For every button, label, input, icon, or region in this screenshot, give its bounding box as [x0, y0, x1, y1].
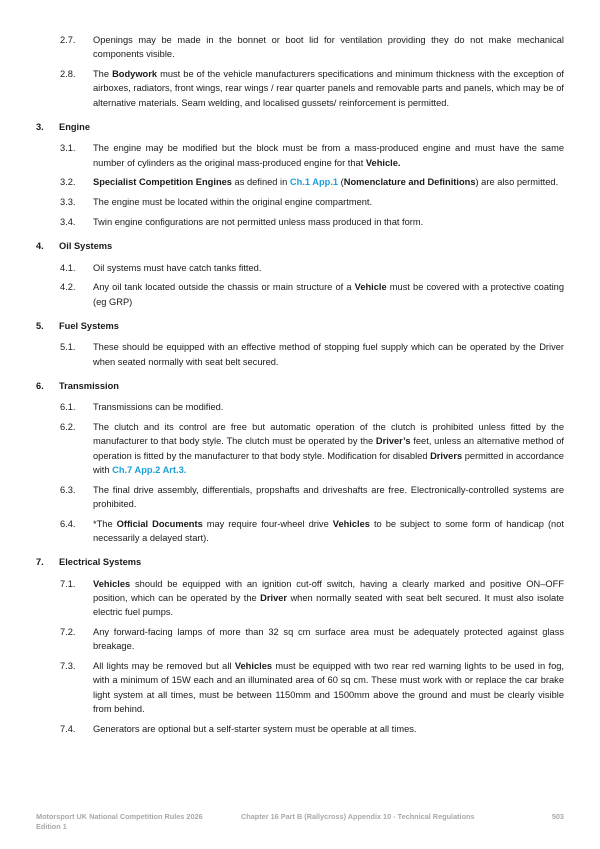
regulations-body — [36, 33, 564, 742]
clause-number: 6.2. — [60, 421, 76, 432]
clause — [36, 33, 564, 62]
section-number: 3. — [36, 121, 44, 132]
clause-text — [93, 340, 564, 369]
footer-chapter: Chapter 16 Part B (Rallycross) Appendix 10 - Technical Regulations — [241, 812, 475, 821]
text-run: when normally seated with seat belt secured. It must also isolate electric fuel pumps. — [93, 592, 564, 618]
text-run: should be equipped with an ignition cut-off switch, having a clearly marked and positive ON–OFF position, which can be operated by the — [93, 578, 564, 603]
clause-number: 5.1. — [60, 342, 76, 353]
text-run: The final drive assembly, differentials, propshafts and driveshafts are free. Electronically-controlled systems are prohibited. — [93, 484, 564, 509]
clause-text — [93, 261, 564, 275]
text-run: Generators are optional but a self-starter system must be operable at all times. — [93, 723, 417, 734]
text-run: Any forward-facing lamps of more than 32 sq cm surface area must be adequately protected against glass breakage. — [93, 627, 564, 652]
clause-text — [93, 483, 564, 512]
cross-reference-link[interactable]: Ch.1 App.1 — [289, 177, 339, 188]
defined-term: Driver’s — [375, 436, 411, 447]
text-run: The engine must be located within the original engine compartment. — [93, 197, 373, 208]
text-run: The engine may be modified but the block must be from a mass-produced engine and must have the same number of cylinders as the original mass-produced engine for that — [93, 143, 564, 168]
clause — [36, 67, 564, 110]
clause-text — [93, 67, 564, 110]
text-run: must be equipped with two rear red warning lights to be used in fog, with a minimum of 15W each and an illuminated area of 60 sq cm. These must work with or replace the car brake light system at all times, must be between 1150mm and 1500mm above the ground and must be clearly visible from behind. — [93, 661, 564, 714]
defined-term: Specialist Competition Engines — [93, 177, 232, 188]
text-run: feet, unless an alternative method of operation is fitted by the manufacturer to that body style. Modification for disabled — [93, 436, 564, 461]
clause — [36, 577, 564, 620]
clause-number: 4.1. — [60, 262, 76, 273]
clause-text — [93, 175, 564, 189]
clause-number: 3.4. — [60, 216, 76, 227]
text-run: Twin engine configurations are not permitted unless mass produced in that form. — [93, 216, 424, 227]
clause — [36, 175, 564, 189]
section-number: 5. — [36, 320, 44, 331]
section-title: Transmission — [59, 380, 119, 391]
clause-text — [93, 420, 564, 477]
clause-text — [93, 659, 564, 716]
clause — [36, 340, 564, 369]
clause-number: 7.3. — [60, 661, 76, 672]
defined-term: Nomenclature and Definitions — [343, 177, 476, 188]
clause-text — [93, 33, 564, 62]
section-number: 7. — [36, 557, 44, 568]
clause-text — [93, 400, 564, 414]
defined-term: Vehicle — [354, 282, 387, 293]
clause-text — [93, 722, 564, 736]
text-run: The clutch and its control are free but automatic operation of the clutch is prohibited unless fitted by the manufacturer to that body style. The clutch must be operated by the — [93, 421, 564, 447]
section-heading — [36, 120, 564, 134]
defined-term: Vehicles — [332, 518, 370, 529]
defined-term: Bodywork — [112, 69, 158, 80]
text-run: Openings may be made in the bonnet or boot lid for ventilation providing they do not make mechanical components visible. — [93, 35, 564, 60]
clause-number: 3.2. — [60, 177, 76, 188]
footer-edition: Edition 1 — [36, 822, 67, 831]
clause-number: 2.8. — [60, 69, 76, 80]
defined-term: Vehicle. — [365, 157, 401, 168]
clause-number: 7.4. — [60, 723, 76, 734]
footer-publication — [36, 812, 236, 832]
clause-number: 3.1. — [60, 143, 76, 154]
text-run: permitted in accordance with — [93, 450, 564, 475]
section-heading — [36, 555, 564, 569]
section-number: 4. — [36, 241, 44, 252]
text-run: Transmissions can be modified. — [93, 402, 224, 413]
text-run: Oil systems must have catch tanks fitted. — [93, 262, 262, 273]
clause-number: 6.4. — [60, 518, 76, 529]
clause — [36, 659, 564, 716]
section-title: Oil Systems — [59, 241, 113, 252]
text-run: ) are also permitted. — [475, 177, 559, 188]
text-run: The — [93, 69, 113, 80]
clause-text — [93, 141, 564, 170]
clause — [36, 215, 564, 229]
text-run: These should be equipped with an effective method of stopping fuel supply which can be operated by the Driver when seated normally with seat belt secured. — [93, 342, 564, 367]
text-run: to be subject to some form of handicap (not necessarily a delayed start). — [93, 518, 564, 544]
clause-number: 2.7. — [60, 35, 76, 45]
clause-number: 6.1. — [60, 402, 76, 413]
text-run: must be of the vehicle manufacturers specifications and minimum thickness with the exception of airboxes, radiators, front wings, rear wings / rear quarter panels and removable parts and panels, which may be of alternative materials. Seam welding, and localised gussets/ reinforcement is permitted. — [93, 69, 564, 108]
clause-number: 3.3. — [60, 197, 76, 208]
section-number: 6. — [36, 380, 44, 391]
section-heading — [36, 379, 564, 393]
clause — [36, 261, 564, 275]
clause-number: 4.2. — [60, 282, 76, 293]
text-run: ( — [338, 177, 344, 188]
clause — [36, 400, 564, 414]
clause — [36, 483, 564, 512]
defined-term: Vehicles — [93, 578, 131, 589]
clause — [36, 420, 564, 477]
page-number: 503 — [551, 812, 564, 821]
clause — [36, 280, 564, 309]
section-heading — [36, 239, 564, 253]
clause — [36, 141, 564, 170]
cross-reference-link[interactable]: Ch.7 App.2 Art.3. — [112, 464, 187, 475]
clause-text — [93, 577, 564, 620]
defined-term: Official Documents — [116, 518, 203, 529]
clause-number: 7.1. — [60, 578, 76, 589]
footer-title: Motorsport UK National Competition Rules 2026 — [36, 812, 203, 821]
text-run: *The — [93, 518, 117, 529]
text-run: Any oil tank located outside the chassis or main structure of a — [93, 282, 355, 293]
section-title: Electrical Systems — [59, 557, 142, 568]
clause-text — [93, 195, 564, 209]
clause-number: 7.2. — [60, 627, 76, 637]
clause-text — [93, 625, 564, 654]
section-title: Fuel Systems — [59, 320, 119, 331]
clause — [36, 517, 564, 546]
defined-term: Driver — [260, 592, 288, 603]
clause-text — [93, 517, 564, 546]
section-title: Engine — [59, 121, 90, 132]
clause — [36, 195, 564, 209]
defined-term: Vehicles — [234, 661, 273, 672]
section-heading — [36, 319, 564, 333]
clause — [36, 625, 564, 654]
text-run: All lights may be removed but all — [93, 661, 235, 672]
text-run: must be covered with a protective coating (eg GRP) — [93, 282, 564, 307]
clause — [36, 722, 564, 736]
text-run: may require four-wheel drive — [202, 518, 333, 529]
clause-text — [93, 215, 564, 229]
clause-text — [93, 280, 564, 309]
defined-term: Drivers — [430, 450, 463, 461]
text-run: as defined in — [231, 177, 290, 188]
clause-number: 6.3. — [60, 484, 76, 495]
